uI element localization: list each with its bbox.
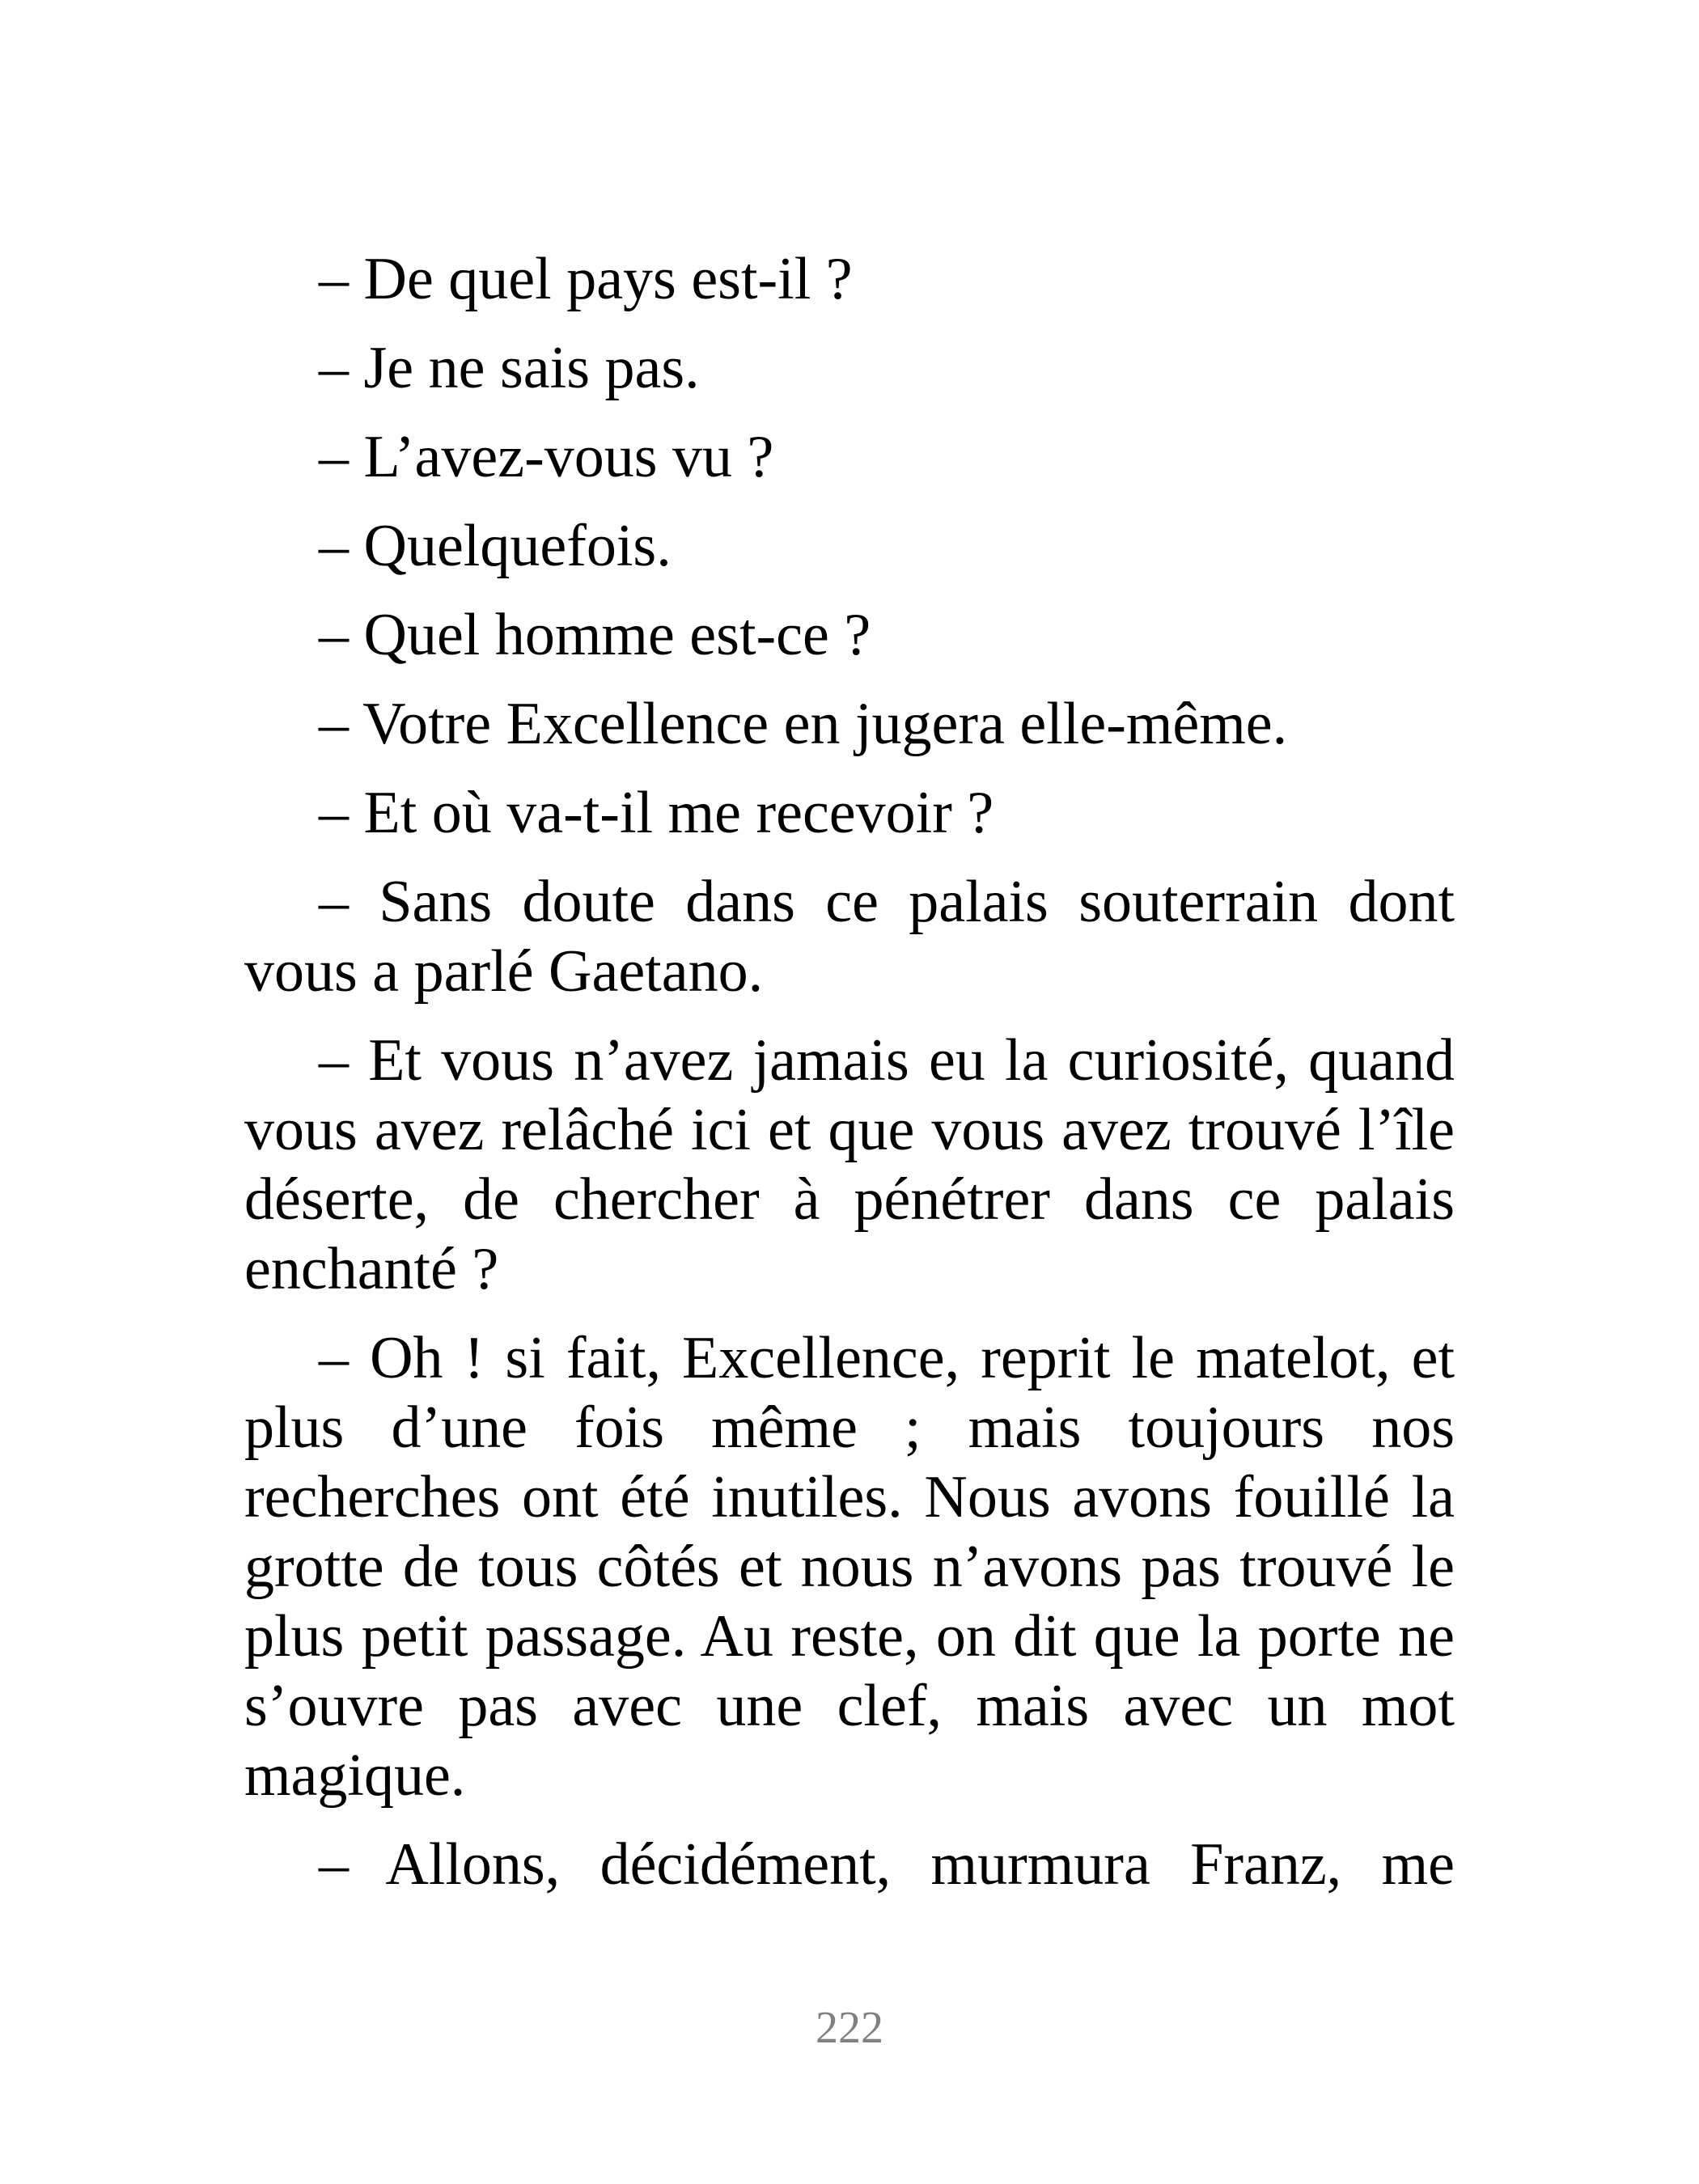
- page-body: [244, 244, 1455, 1919]
- paragraph: – Oh ! si fait, Excellence, reprit le matelot, et plus d’une fois même ; mais toujours nos recherches ont été inutiles. Nous avons fouillé la grotte de tous côtés et nous n’avons pas trouvé le plus petit passage. Au reste, on dit que la porte ne s’ouvre pas avec une clef, mais avec un mot magique.: [244, 1325, 1455, 1809]
- paragraph: – Et vous n’avez jamais eu la curiosité, quand vous avez relâché ici et que vous avez trouvé l’île déserte, de chercher à pénétrer dans ce palais enchanté ?: [244, 1027, 1455, 1302]
- paragraph: – Allons, décidément, murmura Franz, me: [319, 1831, 1455, 1898]
- page-number: 222: [816, 2003, 883, 2053]
- paragraph: – Je ne sais pas.: [319, 335, 700, 401]
- paragraph: – Et où va-t-il me recevoir ?: [319, 780, 994, 846]
- paragraph: – De quel pays est-il ?: [319, 246, 853, 312]
- paragraph: – L’avez-vous vu ?: [319, 424, 774, 490]
- paragraph: – Quel homme est-ce ?: [319, 602, 871, 668]
- paragraph: – Votre Excellence en jugera elle-même.: [319, 691, 1288, 757]
- paragraph: – Quelquefois.: [319, 513, 672, 579]
- paragraph: – Sans doute dans ce palais souterrain dont vous a parlé Gaetano.: [244, 869, 1455, 1005]
